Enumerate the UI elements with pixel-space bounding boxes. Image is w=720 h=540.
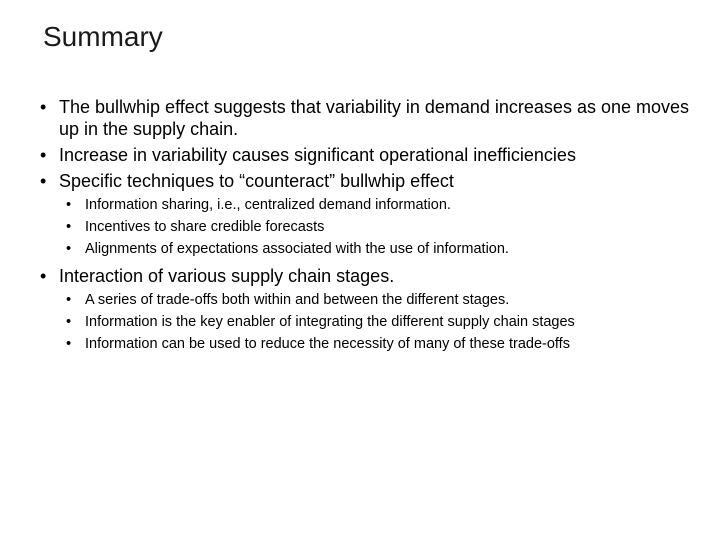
bullet-item <box>40 170 690 258</box>
sub-bullet-item <box>66 335 690 353</box>
bullet-text: The bullwhip effect suggests that variability in demand increases as one moves up in the supply chain. <box>59 97 690 139</box>
bullet-item <box>40 96 690 140</box>
sub-bullet-item <box>66 291 690 309</box>
sub-bullet-text: Incentives to share credible forecasts <box>85 219 325 235</box>
bullet-item <box>40 144 690 166</box>
bullet-icon: • <box>40 171 47 191</box>
bullet-text: Increase in variability causes significant operational inefficiencies <box>59 145 576 165</box>
sub-bullet-list <box>66 196 690 258</box>
bullet-text: Specific techniques to “counteract” bullwhip effect <box>59 171 454 191</box>
bullet-icon: • <box>66 292 72 308</box>
bullet-icon: • <box>40 145 47 165</box>
sub-bullet-item <box>66 240 690 258</box>
sub-bullet-list <box>66 291 690 353</box>
bullet-icon: • <box>66 336 72 352</box>
bullet-icon: • <box>66 314 72 330</box>
bullet-icon: • <box>66 219 72 235</box>
sub-bullet-text: Information sharing, i.e., centralized demand information. <box>85 197 451 213</box>
sub-bullet-item <box>66 313 690 331</box>
slide-title: Summary <box>43 21 163 52</box>
bullet-icon: • <box>66 241 72 257</box>
bullet-list <box>40 96 690 360</box>
sub-bullet-item <box>66 196 690 214</box>
bullet-icon: • <box>40 266 47 286</box>
bullet-icon: • <box>40 97 47 117</box>
bullet-icon: • <box>66 197 72 213</box>
sub-bullet-text: Information can be used to reduce the necessity of many of these trade-offs <box>85 336 570 352</box>
bullet-text: Interaction of various supply chain stages. <box>59 266 395 286</box>
sub-bullet-item <box>66 218 690 236</box>
sub-bullet-text: Alignments of expectations associated with the use of information. <box>85 241 509 257</box>
sub-bullet-text: Information is the key enabler of integrating the different supply chain stages <box>85 314 575 330</box>
bullet-item <box>40 265 690 353</box>
sub-bullet-text: A series of trade-offs both within and between the different stages. <box>85 292 510 308</box>
